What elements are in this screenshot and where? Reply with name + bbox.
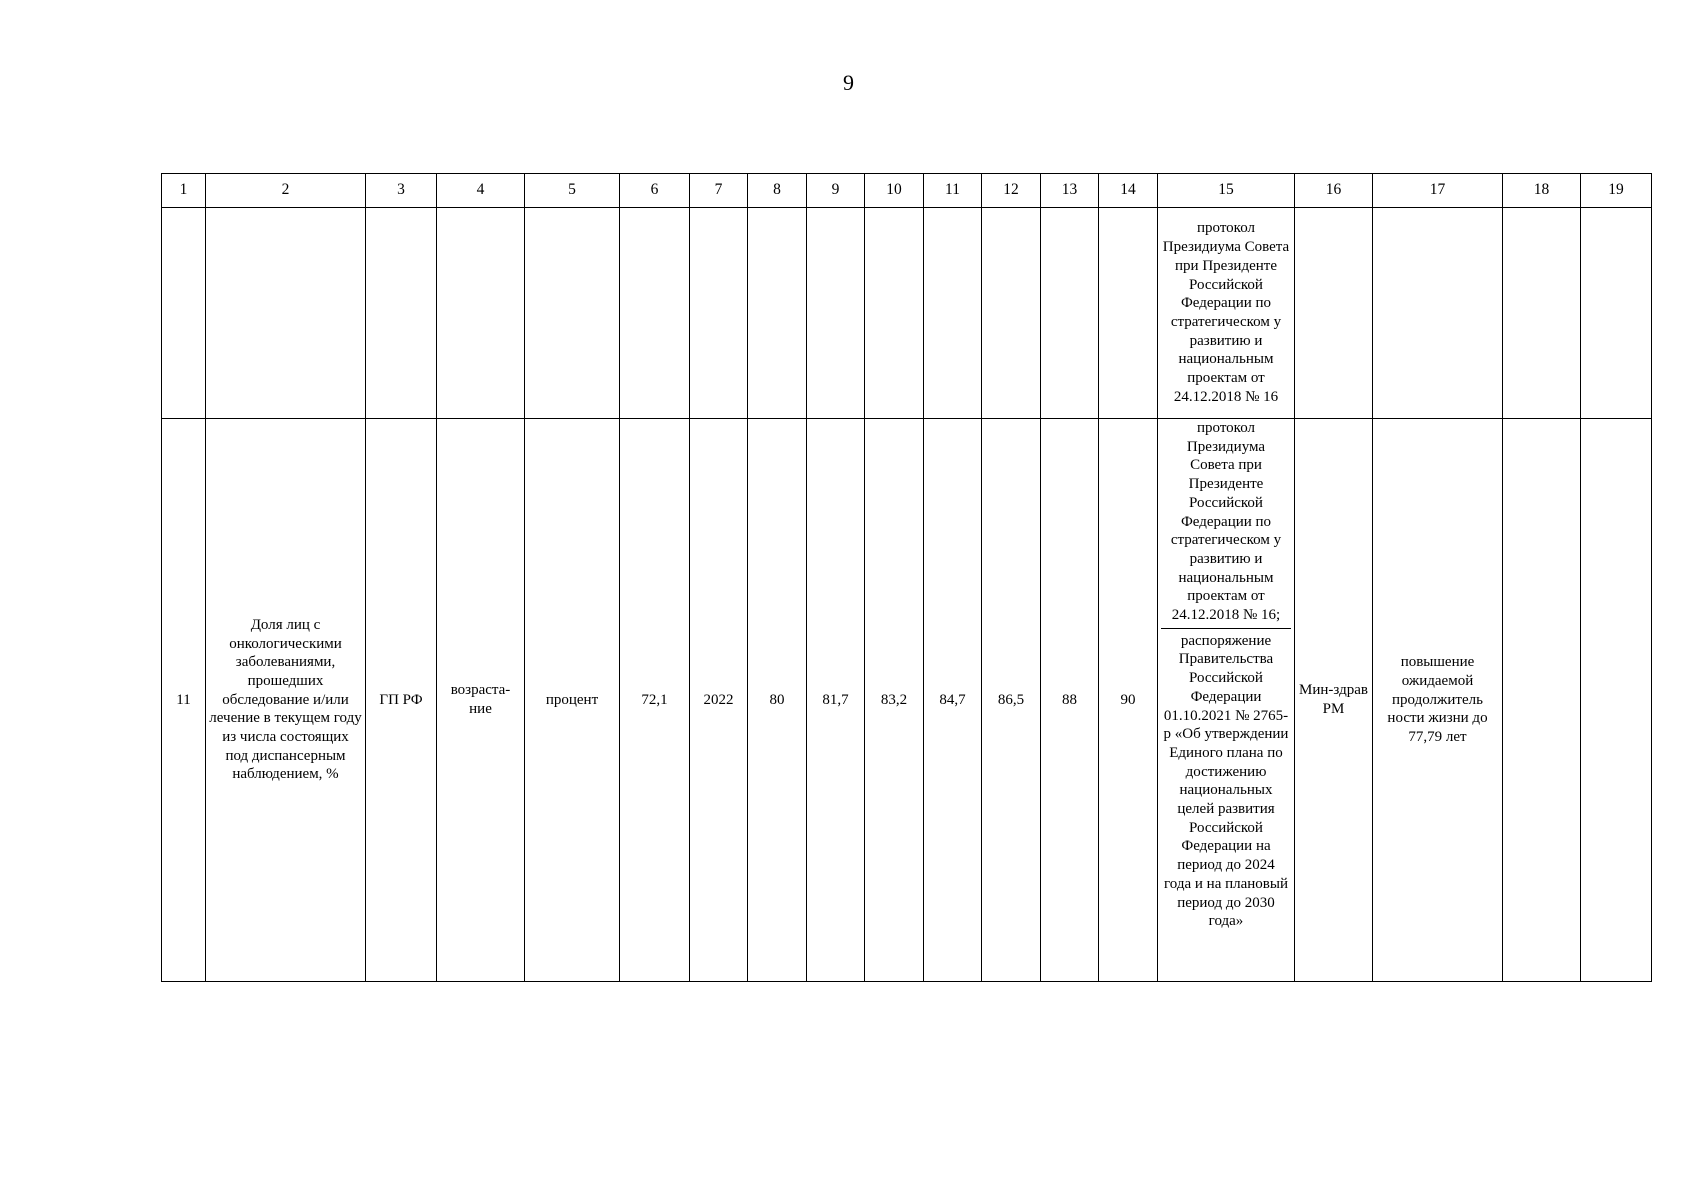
trend-cell: возраста-ние — [437, 419, 525, 982]
column-number: 5 — [525, 174, 620, 208]
column-number-row — [162, 174, 1652, 208]
column-number: 8 — [748, 174, 807, 208]
empty-cell — [525, 208, 620, 419]
source-documents-stack — [1161, 419, 1291, 981]
empty-cell — [437, 208, 525, 419]
empty-cell — [1503, 208, 1581, 419]
empty-cell — [1295, 208, 1373, 419]
column-number: 17 — [1373, 174, 1503, 208]
column-number: 13 — [1041, 174, 1099, 208]
linked-goal-cell: повышение ожидаемой продолжитель ности жизни до 77,79 лет — [1373, 419, 1503, 982]
column-number: 18 — [1503, 174, 1581, 208]
source-documents-cell — [1158, 419, 1295, 982]
unit-cell: процент — [525, 419, 620, 982]
value-cell: 83,2 — [865, 419, 924, 982]
row-number-cell: 11 — [162, 419, 206, 982]
value-cell: 86,5 — [982, 419, 1041, 982]
empty-cell — [620, 208, 690, 419]
empty-cell — [924, 208, 982, 419]
level-cell: ГП РФ — [366, 419, 437, 982]
column-number: 1 — [162, 174, 206, 208]
value-cell: 90 — [1099, 419, 1158, 982]
column-number: 16 — [1295, 174, 1373, 208]
empty-cell — [366, 208, 437, 419]
empty-cell — [690, 208, 748, 419]
empty-cell — [1373, 208, 1503, 419]
empty-cell — [1581, 419, 1652, 982]
column-number: 4 — [437, 174, 525, 208]
source-document-protocol: протокол Президиума Совета при Президенте Российской Федерации по стратегическом у развитию и национальным проектам от 24.12.2018 № 16; — [1161, 419, 1291, 629]
empty-cell — [807, 208, 865, 419]
column-number: 12 — [982, 174, 1041, 208]
source-document-cell: протокол Президиума Совета при Президенте Российской Федерации по стратегическом у развитию и национальным проектам от 24.12.2018 № 16 — [1158, 208, 1295, 419]
column-number: 6 — [620, 174, 690, 208]
responsible-cell: Мин-здрав РМ — [1295, 419, 1373, 982]
column-number: 7 — [690, 174, 748, 208]
base-value-cell: 72,1 — [620, 419, 690, 982]
empty-cell — [865, 208, 924, 419]
column-number: 19 — [1581, 174, 1652, 208]
table-row-11 — [162, 419, 1652, 982]
empty-cell — [1581, 208, 1652, 419]
empty-cell — [1041, 208, 1099, 419]
empty-cell — [1099, 208, 1158, 419]
value-cell: 88 — [1041, 419, 1099, 982]
page-number: 9 — [843, 70, 854, 95]
column-number: 2 — [206, 174, 366, 208]
empty-cell — [1503, 419, 1581, 982]
empty-cell — [748, 208, 807, 419]
source-document-decree: распоряжение Правительства Российской Федерации 01.10.2021 № 2765-р «Об утверждении Единого плана по достижению национальных целей развития Российской Федерации на период до 2024 года и на плановый период до 2030 года» — [1163, 632, 1289, 930]
empty-cell — [206, 208, 366, 419]
column-number: 9 — [807, 174, 865, 208]
indicator-name-cell: Доля лиц с онкологическими заболеваниями, прошедших обследование и/или лечение в текущем году из числа состоящих под диспансерным наблюдением, % — [206, 419, 366, 982]
empty-cell — [162, 208, 206, 419]
column-number: 15 — [1158, 174, 1295, 208]
column-number: 14 — [1099, 174, 1158, 208]
indicator-table — [161, 173, 1652, 982]
column-number: 3 — [366, 174, 437, 208]
empty-cell — [982, 208, 1041, 419]
value-cell: 81,7 — [807, 419, 865, 982]
value-cell: 80 — [748, 419, 807, 982]
base-year-cell: 2022 — [690, 419, 748, 982]
table-row-continued — [162, 208, 1652, 419]
value-cell: 84,7 — [924, 419, 982, 982]
column-number: 10 — [865, 174, 924, 208]
column-number: 11 — [924, 174, 982, 208]
